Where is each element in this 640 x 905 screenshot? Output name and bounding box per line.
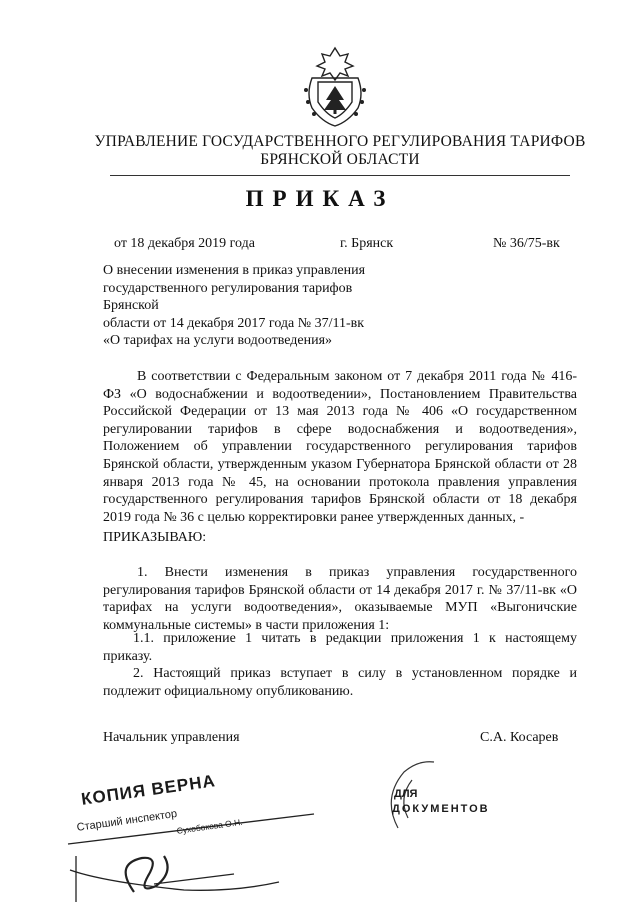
org-name-line1: УПРАВЛЕНИЕ ГОСУДАРСТВЕННОГО РЕГУЛИРОВАНИЯ ТАРИФОВ [94, 133, 586, 150]
signer-name: С.А. Косарев [480, 730, 559, 745]
document-number: № 36/75-вк [493, 236, 560, 251]
signer-position: Начальник управления [103, 730, 240, 745]
subject-line: «О тарифах на услуги водоотведения» [103, 333, 333, 348]
subject-line: О внесении изменения в приказ управления [103, 263, 366, 278]
subject-line: государственного регулирования тарифов Брянской [103, 280, 353, 313]
order-item-1-1: 1.1. приложение 1 читать в редакции приложения 1 к настоящему приказу. [103, 631, 577, 664]
subject-line: области от 14 декабря 2017 года № 37/11-вк [103, 315, 365, 331]
document-title: ПРИКАЗ [245, 186, 395, 211]
stamp-doc-line1: ДЛЯ [394, 788, 418, 800]
org-name-line2: БРЯНСКОЙ ОБЛАСТИ [260, 151, 420, 168]
stamp-doc-line2: ДОКУМЕНТОВ [392, 803, 490, 815]
preamble-paragraph: В соответствии с Федеральным законом от 7 декабря 2011 года № 416-ФЗ «О водоснабжении и водоотведении», Постановлением Правительства Российской Федерации от 13 мая 2013 года № 406 «О государственном регулировании тарифов в сфере водоснабжения и водоотведения», Положением об управлении государственного регулирования тарифов Брянской области, утвержденным указом Губернатора Брянской области от 28 января 2013 года № 45, на основании протокола правления управления государственного регулирования тарифов Брянской области от 18 декабря 2019 года № 36 с целью корректировки ранее утвержденных данных, - [103, 369, 577, 525]
header-divider [110, 175, 570, 176]
coat-of-arms-icon [298, 42, 372, 128]
stamp-copy-line: КОПИЯ ВЕРНА [80, 771, 217, 809]
order-word: ПРИКАЗЫВАЮ: [103, 530, 207, 545]
document-city: г. Брянск [340, 236, 394, 251]
order-item-2: 2. Настоящий приказ вступает в силу в установленном порядке и подлежит официальному опубликованию. [103, 666, 577, 699]
order-item-1: 1. Внести изменения в приказ управления государственного регулирования тарифов Брянской области от 14 декабря 2017 г. № 37/11-вк «О тарифах на услуги водоотведения», оказываемые МУП «Выгоничские коммунальные системы» в части приложения 1: [103, 565, 577, 633]
stamp-inspector: Старший инспектор [76, 807, 178, 834]
document-date: от 18 декабря 2019 года [114, 236, 255, 251]
stamp-inspector-name: Сухобокова О.Н. [176, 816, 244, 836]
document-subject [103, 262, 403, 350]
